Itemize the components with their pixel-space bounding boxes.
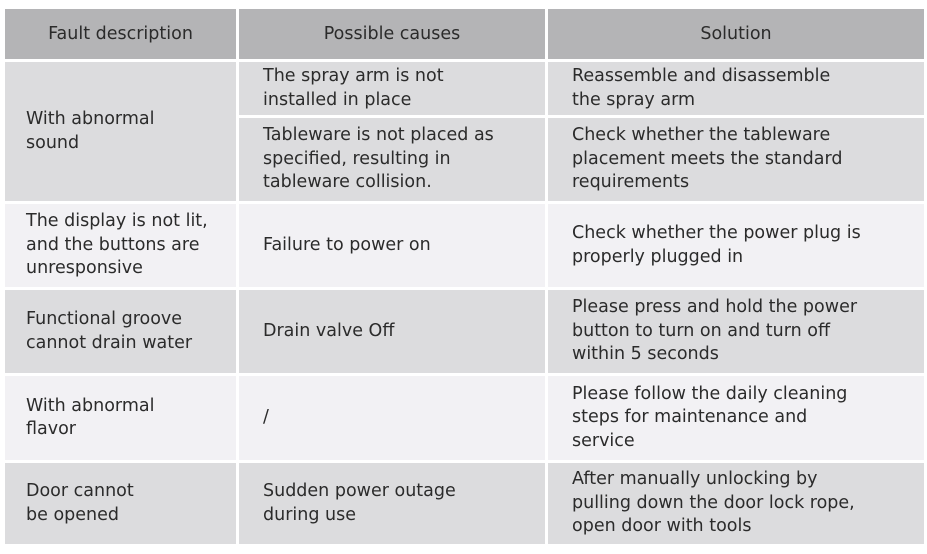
cause-cell: Sudden power outage during use	[239, 463, 545, 544]
solution-cell: After manually unlocking by pulling down the door lock rope, open door with tools	[548, 463, 924, 544]
cause-cell: The spray arm is not installed in place	[239, 62, 545, 115]
table-row	[5, 62, 924, 115]
table-row	[5, 290, 924, 373]
solution-cell: Check whether the tableware placement meets the standard requirements	[548, 118, 924, 201]
solution-cell: Please follow the daily cleaning steps for maintenance and service	[548, 376, 924, 460]
header-fault-description: Fault description	[5, 9, 236, 59]
cause-cell: Drain valve Off	[239, 290, 545, 373]
cause-cell: Failure to power on	[239, 204, 545, 287]
solution-cell: Please press and hold the power button to turn on and turn off within 5 seconds	[548, 290, 924, 373]
solution-cell: Check whether the power plug is properly plugged in	[548, 204, 924, 287]
fault-cell: The display is not lit, and the buttons are unresponsive	[5, 204, 236, 287]
fault-cell: With abnormal flavor	[5, 376, 236, 460]
table-row	[5, 204, 924, 287]
troubleshooting-table	[2, 6, 927, 547]
fault-cell: Door cannot be opened	[5, 463, 236, 544]
fault-cell: With abnormal sound	[5, 62, 236, 201]
table-row	[5, 463, 924, 544]
header-row	[5, 9, 924, 59]
table-body	[5, 62, 924, 544]
cause-cell: Tableware is not placed as specified, resulting in tableware collision.	[239, 118, 545, 201]
cause-cell: /	[239, 376, 545, 460]
table-row	[5, 376, 924, 460]
header-possible-causes: Possible causes	[239, 9, 545, 59]
fault-cell: Functional groove cannot drain water	[5, 290, 236, 373]
solution-cell: Reassemble and disassemble the spray arm	[548, 62, 924, 115]
header-solution: Solution	[548, 9, 924, 59]
table-header	[5, 9, 924, 59]
